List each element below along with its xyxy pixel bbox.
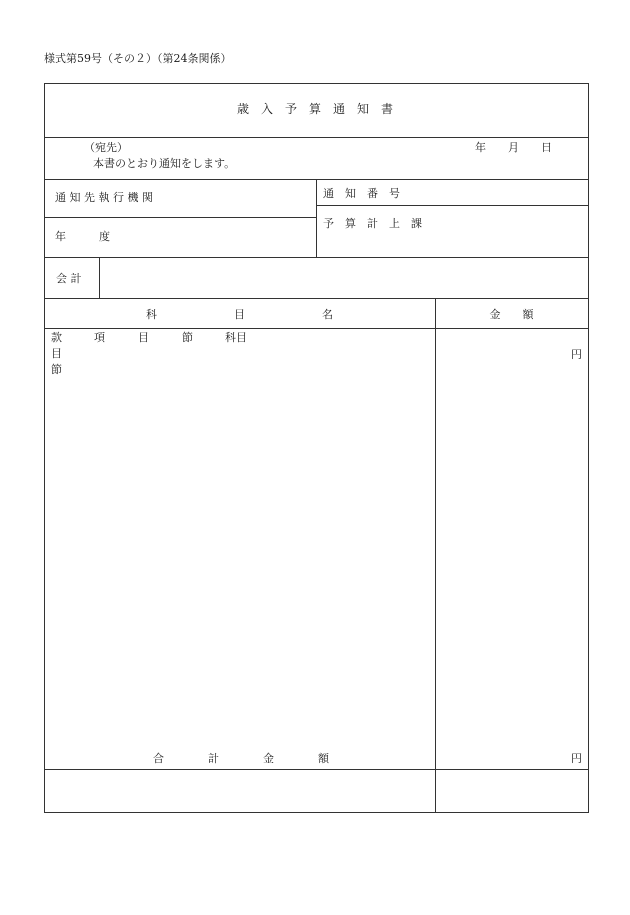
divider-account-label (99, 257, 100, 298)
item-name-header: 科 目 名 (146, 308, 333, 321)
amount-yen-unit: 円 (571, 348, 582, 361)
addressee-label: （宛先） (84, 141, 128, 154)
account-label: 会 計 (56, 272, 82, 285)
divider-title (44, 137, 589, 138)
divider-agency-column (316, 179, 317, 257)
divider-account (44, 298, 589, 299)
category-label-kou: 項 (94, 331, 105, 344)
total-amount-label: 合 計 金 額 (153, 752, 329, 765)
divider-amount-column (435, 298, 436, 812)
category-label-kan: 款 (51, 331, 62, 344)
category-label-kamoku: 科目 (225, 331, 247, 344)
total-yen-unit: 円 (571, 752, 582, 765)
fiscal-year-label: 年 度 (55, 230, 110, 243)
category-label-moku: 目 (138, 331, 149, 344)
budget-dept-label: 予 算 計 上 課 (323, 217, 422, 230)
divider-header (44, 328, 589, 329)
divider-fiscal-year (44, 257, 589, 258)
subcategory-label-moku: 目 (51, 347, 62, 360)
form-title: 歳 入 予 算 通 知 書 (236, 102, 393, 116)
notice-message: 本書のとおり通知をします。 (93, 157, 236, 170)
notice-number-label: 通 知 番 号 (323, 187, 400, 200)
divider-notice-number (316, 205, 589, 206)
category-label-setsu: 節 (182, 331, 193, 344)
subcategory-label-setsu: 節 (51, 363, 62, 376)
amount-header: 金 額 (489, 308, 534, 321)
date-field: 年 月 日 (475, 141, 552, 154)
form-number: 様式第59号（その２）（第24条関係） (44, 52, 232, 65)
divider-agency (44, 217, 316, 218)
divider-total (44, 769, 589, 770)
executing-agency-label: 通 知 先 執 行 機 関 (55, 191, 153, 204)
